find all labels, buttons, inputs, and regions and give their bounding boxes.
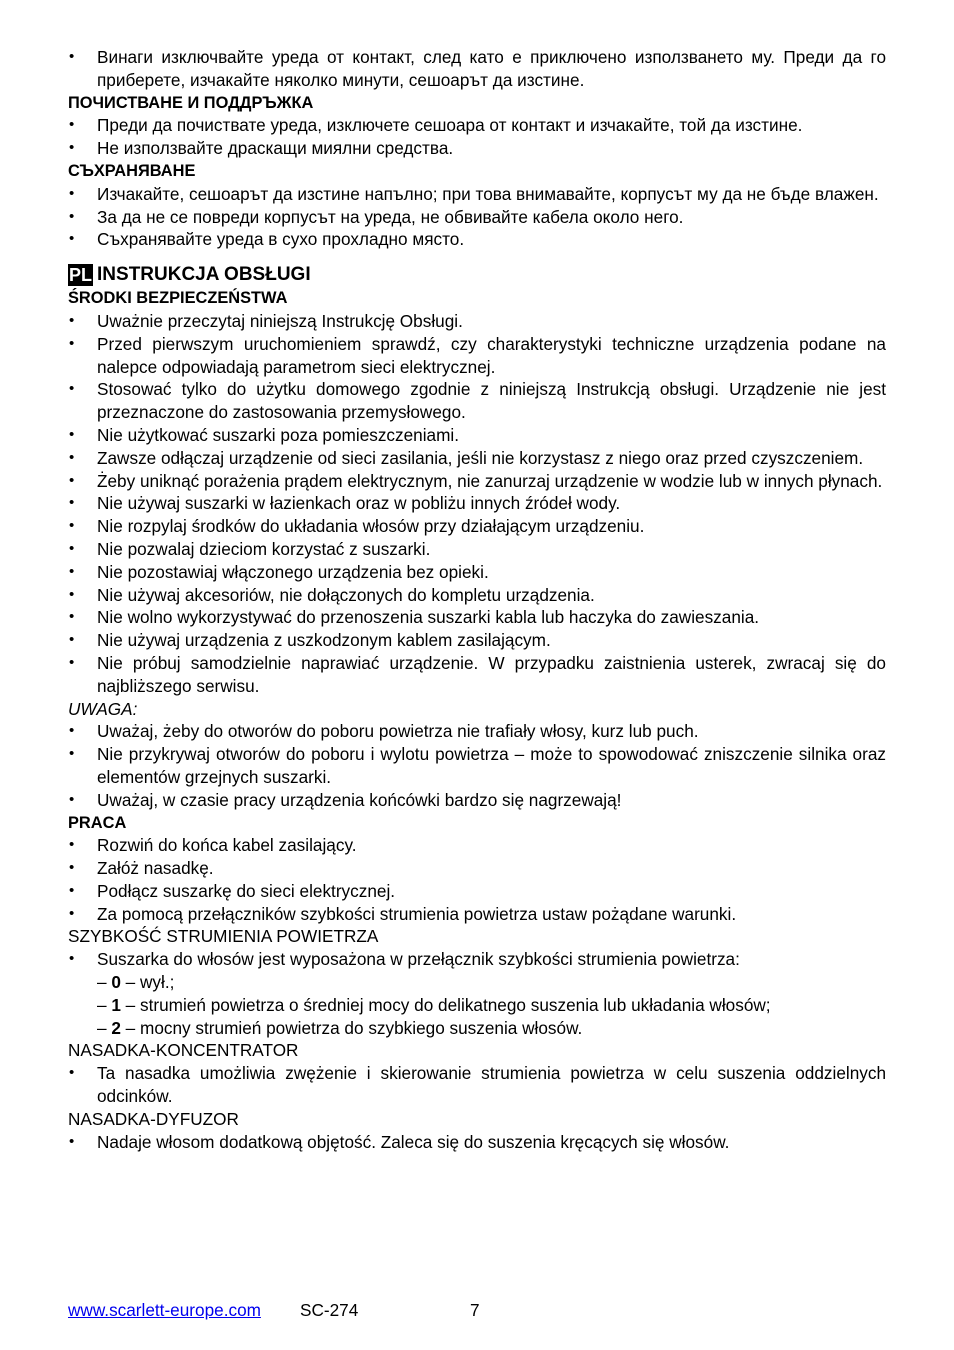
- list-item: • Uważaj, żeby do otworów do poboru powietrza nie trafiały włosy, kurz lub puch.: [68, 720, 886, 743]
- speed-key: 0: [111, 972, 121, 993]
- website-link[interactable]: www.scarlett-europe.com: [68, 1300, 261, 1320]
- language-title: [68, 263, 886, 287]
- list-item: • Stosować tylko do użytku domowego zgodnie z niniejszą Instrukcją obsługi. Urządzenie nie jest przeznaczone do zastosowania przemysłowego.: [68, 378, 886, 424]
- section-heading-cleaning: ПОЧИСТВАНЕ И ПОДДРЪЖКА: [68, 93, 314, 112]
- list-item: • Съхранявайте уреда в сухо прохладно място.: [68, 228, 886, 251]
- section-heading-work: PRACA: [68, 813, 127, 832]
- list-item: • Nie rozpylaj środków do układania włosów przy działającym urządzeniu.: [68, 515, 886, 538]
- list-item: • Przed pierwszym uruchomieniem sprawdź, czy charakterystyki techniczne urządzenia podane na nalepce odpowiadają parametrom sieci elektrycznej.: [68, 333, 886, 379]
- page-footer: [68, 1299, 886, 1323]
- note-label: UWAGA:: [68, 698, 138, 719]
- list-item: • Uważaj, w czasie pracy urządzenia końcówki bardzo się nagrzewają!: [68, 789, 886, 812]
- instruction-title: INSTRUKCJA OBSŁUGI: [97, 264, 311, 286]
- speed-mode-1: [68, 994, 886, 1017]
- list-item: • Suszarka do włosów jest wyposażona w przełącznik szybkości strumienia powietrza:: [68, 948, 886, 971]
- list-item: • Nie pozostawiaj włączonego urządzenia bez opieki.: [68, 561, 886, 584]
- list-item: • Żeby uniknąć porażenia prądem elektrycznym, nie zanurzaj urządzenie w wodzie lub w innych płynach.: [68, 470, 886, 493]
- list-item: • Za pomocą przełączników szybkości strumienia powietrza ustaw pożądane warunki.: [68, 903, 886, 926]
- speed-text: – strumień powietrza o średniej mocy do delikatnego suszenia lub układania włosów;: [120, 994, 771, 1015]
- section-heading-diffuser: NASADKA-DYFUZOR: [68, 1108, 239, 1129]
- speed-mode-2: [68, 1017, 886, 1040]
- section-heading-safety: ŚRODKI BEZPIECZEŃSTWA: [68, 289, 288, 308]
- list-item: • Винаги изключвайте уреда от контакт, след като е приключено използването му. Преди да го приберете, изчакайте няколко минути, сешоарът да изстине.: [68, 46, 886, 92]
- list-item: • Nie wolno wykorzystywać do przenoszenia suszarki kabla lub haczyka do zawieszania.: [68, 606, 886, 629]
- dash: –: [97, 1017, 112, 1038]
- dash: –: [97, 994, 112, 1015]
- model-number: SC-274: [300, 1300, 359, 1320]
- list-item: • Nie użytkować suszarki poza pomieszczeniami.: [68, 424, 886, 447]
- list-item: • Не използвайте драскащи миялни средства.: [68, 137, 886, 160]
- section-heading-storage: СЪХРАНЯВАНЕ: [68, 161, 196, 180]
- list-item: • Nie przykrywaj otworów do poboru i wylotu powietrza – może to spowodować zniszczenie silnika oraz elementów grzejnych suszarki.: [68, 743, 886, 789]
- list-item: • Nie używaj akcesoriów, nie dołączonych do kompletu urządzenia.: [68, 584, 886, 607]
- language-badge: PL: [69, 265, 93, 286]
- section-heading-concentrator: NASADKA-KONCENTRATOR: [68, 1040, 299, 1061]
- list-item: • Nie próbuj samodzielnie naprawiać urządzenie. W przypadku zaistnienia usterek, zwracaj się do najbliższego serwisu.: [68, 652, 886, 698]
- list-item: • Nadaje włosom dodatkową objętość. Zaleca się do suszenia kręcących się włosów.: [68, 1131, 886, 1154]
- list-item: • Podłącz suszarkę do sieci elektrycznej.: [68, 880, 886, 903]
- dash: –: [97, 972, 112, 993]
- list-item: • Ta nasadka umożliwia zwężenie i skierowanie strumienia powietrza w celu suszenia oddzielnych odcinków.: [68, 1062, 886, 1108]
- list-item: • Nie używaj suszarki w łazienkach oraz w pobliżu innych źródeł wody.: [68, 492, 886, 515]
- list-item: • За да не се повреди корпусът на уреда, не обвивайте кабела около него.: [68, 206, 886, 229]
- list-item: • Изчакайте, сешоарът да изстине напълно; при това внимавайте, корпусът му да не бъде влажен.: [68, 183, 886, 206]
- list-item: • Załóż nasadkę.: [68, 857, 886, 880]
- speed-key: 1: [111, 994, 121, 1015]
- list-item: • Uważnie przeczytaj niniejszą Instrukcję Obsługi.: [68, 310, 886, 333]
- speed-mode-0: [68, 971, 886, 994]
- speed-text: – wył.;: [120, 972, 175, 993]
- speed-key: 2: [111, 1017, 121, 1038]
- list-item: • Nie pozwalaj dzieciom korzystać z suszarki.: [68, 538, 886, 561]
- list-item: • Zawsze odłączaj urządzenie od sieci zasilania, jeśli nie korzystasz z niego oraz przed czyszczeniem.: [68, 447, 886, 470]
- page-number: 7: [470, 1300, 480, 1320]
- list-item: • Nie używaj urządzenia z uszkodzonym kablem zasilającym.: [68, 629, 886, 652]
- speed-text: – mocny strumień powietrza do szybkiego suszenia włosów.: [120, 1017, 583, 1038]
- section-heading-speed: SZYBKOŚĆ STRUMIENIA POWIETRZA: [68, 926, 379, 947]
- list-item: • Преди да почиствате уреда, изключете сешоара от контакт и изчакайте, той да изстине.: [68, 114, 886, 137]
- list-item: • Rozwiń do końca kabel zasilający.: [68, 834, 886, 857]
- page-content: [68, 46, 886, 1153]
